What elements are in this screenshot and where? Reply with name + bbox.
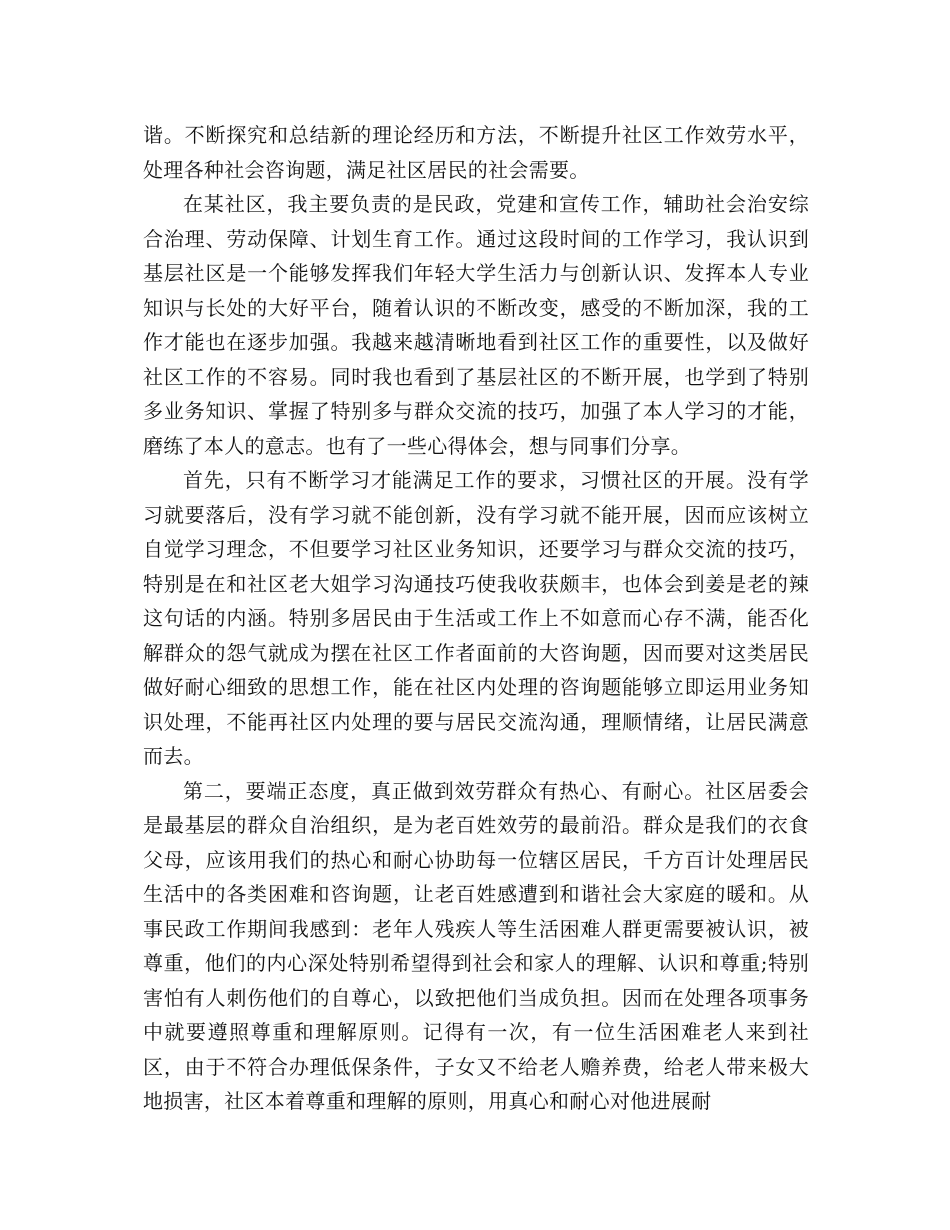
- document-body: [143, 118, 809, 1119]
- paragraph-1: 谐。不断探究和总结新的理论经历和方法，不断提升社区工作效劳水平，处理各种社会咨询题，满足社区居民的社会需要。: [143, 123, 809, 182]
- paragraph-2: 在某社区，我主要负责的是民政，党建和宣传工作，辅助社会治安综合治理、劳动保障、计划生育工作。通过这段时间的工作学习，我认识到基层社区是一个能够发挥我们年轻大学生活力与创新认识、发挥本人专业知识与长处的大好平台，随着认识的不断改变，感受的不断加深，我的工作才能也在逐步加强。我越来越清晰地看到社区工作的重要性，以及做好社区工作的不容易。同时我也看到了基层社区的不断开展，也学到了特别多业务知识、掌握了特别多与群众交流的技巧，加强了本人学习的才能，磨练了本人的意志。也有了一些心得体会，想与同事们分享。: [143, 192, 809, 458]
- paragraph-4: 第二，要端正态度，真正做到效劳群众有热心、有耐心。社区居委会是最基层的群众自治组织，是为老百姓效劳的最前沿。群众是我们的衣食父母，应该用我们的热心和耐心协助每一位辖区居民，千方百计处理居民生活中的各类困难和咨询题，让老百姓感遭到和谐社会大家庭的暖和。从事民政工作期间我感到：老年人残疾人等生活困难人群更需要被认识，被尊重，他们的内心深处特别希望得到社会和家人的理解、认识和尊重;特别害怕有人刺伤他们的自尊心，以致把他们当成负担。因而在处理各项事务中就要遵照尊重和理解原则。记得有一次，有一位生活困难老人来到社区，由于不符合办理低保条件，子女又不给老人赡养费，给老人带来极大地损害，社区本着尊重和理解的原则，用真心和耐心对他进展耐: [143, 778, 809, 1113]
- paragraph-3: 首先，只有不断学习才能满足工作的要求，习惯社区的开展。没有学习就要落后，没有学习就不能创新，没有学习就不能开展，因而应该树立自觉学习理念，不但要学习社区业务知识，还要学习与群众交流的技巧，特别是在和社区老大姐学习沟通技巧使我收获颇丰，也体会到姜是老的辣这句话的内涵。特别多居民由于生活或工作上不如意而心存不满，能否化解群众的怨气就成为摆在社区工作者面前的大咨询题，因而要对这类居民做好耐心细致的思想工作，能在社区内处理的咨询题能够立即运用业务知识处理，不能再社区内处理的要与居民交流沟通，理顺情绪，让居民满意而去。: [143, 468, 809, 768]
